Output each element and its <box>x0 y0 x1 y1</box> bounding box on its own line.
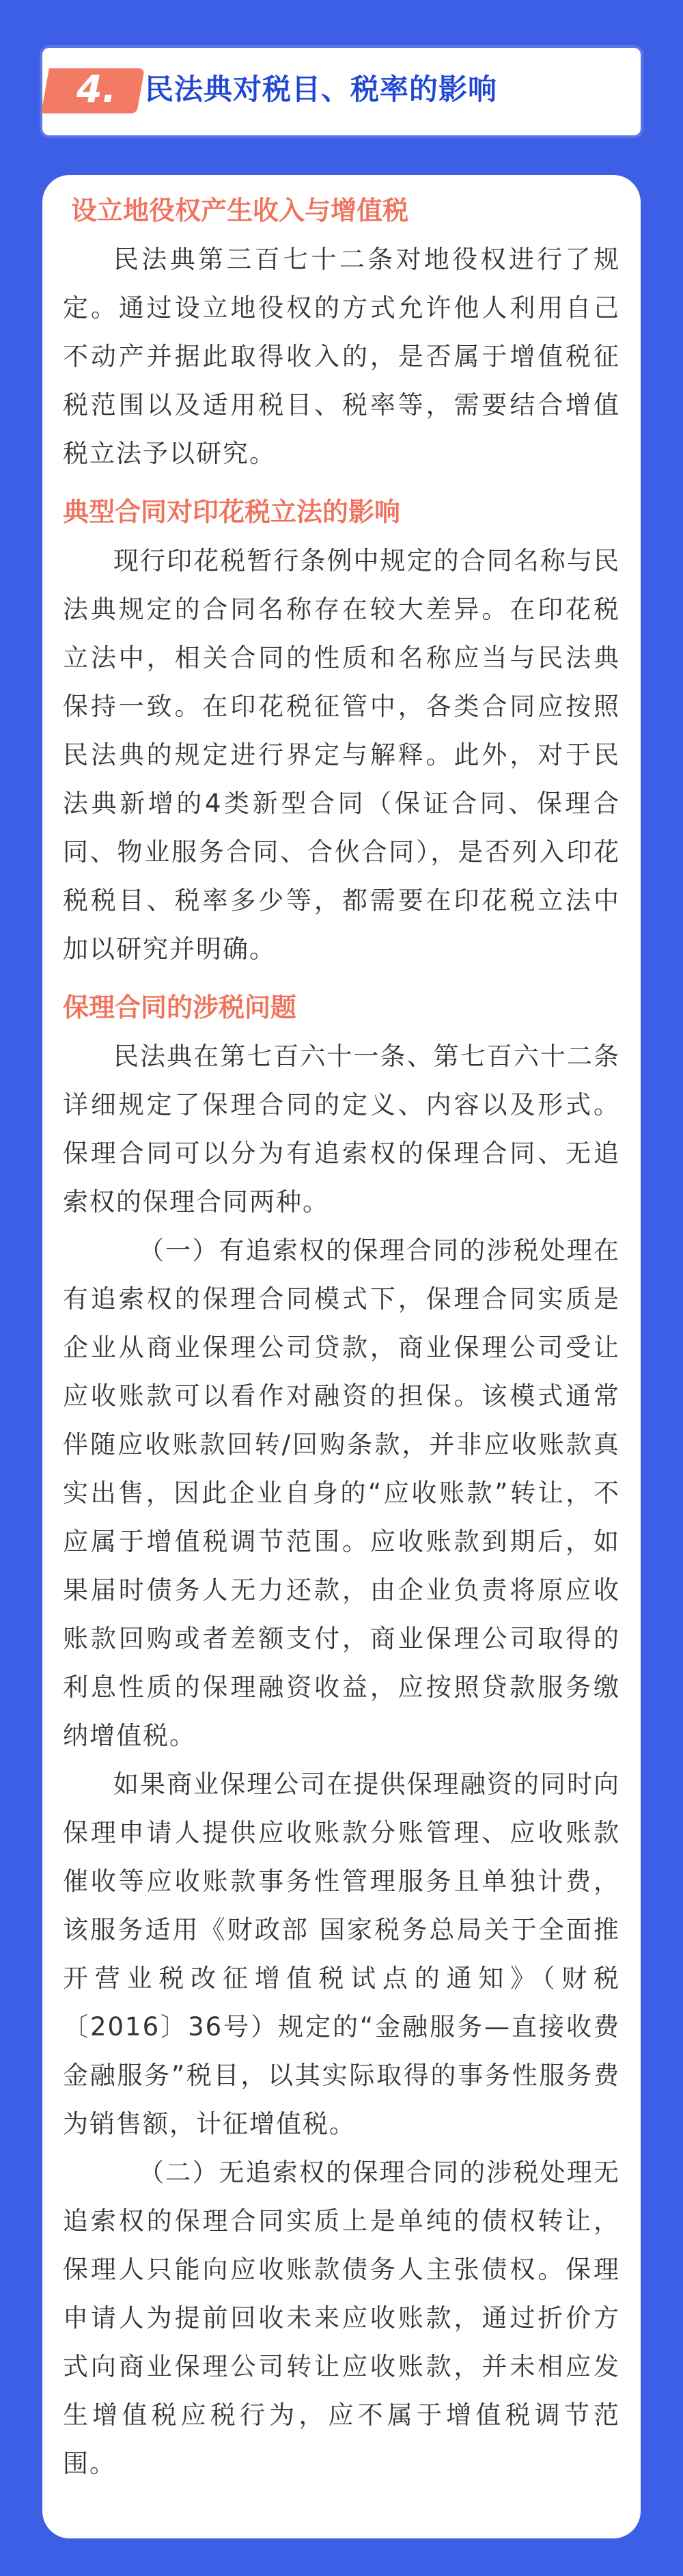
section-title: 民法典对税目、税率的影响 <box>145 72 498 106</box>
article-body <box>63 190 620 2488</box>
heading-easement-vat: 设立地役权产生收入与增值税 <box>71 195 409 226</box>
heading-stamp-tax: 典型合同对印花税立法的影响 <box>63 497 401 527</box>
paragraph: 民法典在第七百六十一条、第七百六十二条详细规定了保理合同的定义、内容以及形式。保理合同可以分为有追索权的保理合同、无追索权的保理合同两种。 <box>63 1042 620 1217</box>
paragraph: 如果商业保理公司在提供保理融资的同时向保理申请人提供应收账款分账管理、应收账款催收等应收账款事务性管理服务且单独计费，该服务适用《财政部 国家税务总局关于全面推开营业税改征增值税试点的通知》（财税〔2016〕36号）规定的“金融服务—直接收费金融服务”税目，以其实际取得的事务性服务费为销售额，计征增值税。 <box>63 1770 620 2139</box>
section-number: 4. <box>76 68 117 111</box>
paragraph: 现行印花税暂行条例中规定的合同名称与民法典规定的合同名称存在较大差异。在印花税立法中，相关合同的性质和名称应当与民法典保持一致。在印花税征管中，各类合同应按照民法典的规定进行界定与解释。此外，对于民法典新增的4类新型合同（保证合同、保理合同、物业服务合同、合伙合同），是否列入印花税税目、税率多少等，都需要在印花税立法中加以研究并明确。 <box>63 546 620 964</box>
paragraph: 民法典第三百七十二条对地役权进行了规定。通过设立地役权的方式允许他人利用自己不动产并据此取得收入的，是否属于增值税征税范围以及适用税目、税率等，需要结合增值税立法予以研究。 <box>63 245 620 468</box>
heading-factoring-contract: 保理合同的涉税问题 <box>63 992 297 1022</box>
paragraph-non-recourse: （二）无追索权的保理合同的涉税处理无追索权的保理合同实质上是单纯的债权转让，保理人只能向应收账款债务人主张债权。保理申请人为提前回收未来应收账款，通过折价方式向商业保理公司转让应收账款，并未相应发生增值税应税行为，应不属于增值税调节范围。 <box>63 2158 620 2478</box>
paragraph-recourse: （一）有追索权的保理合同的涉税处理在有追索权的保理合同模式下，保理合同实质是企业从商业保理公司贷款，商业保理公司受让应收账款可以看作对融资的担保。该模式通常伴随应收账款回转/回购条款，并非应收账款真实出售，因此企业自身的“应收账款”转让，不应属于增值税调节范围。应收账款到期后，如果届时债务人无力还款，由企业负责将原应收账款回购或者差额支付，商业保理公司取得的利息性质的保理融资收益，应按照贷款服务缴纳增值税。 <box>63 1236 620 1750</box>
